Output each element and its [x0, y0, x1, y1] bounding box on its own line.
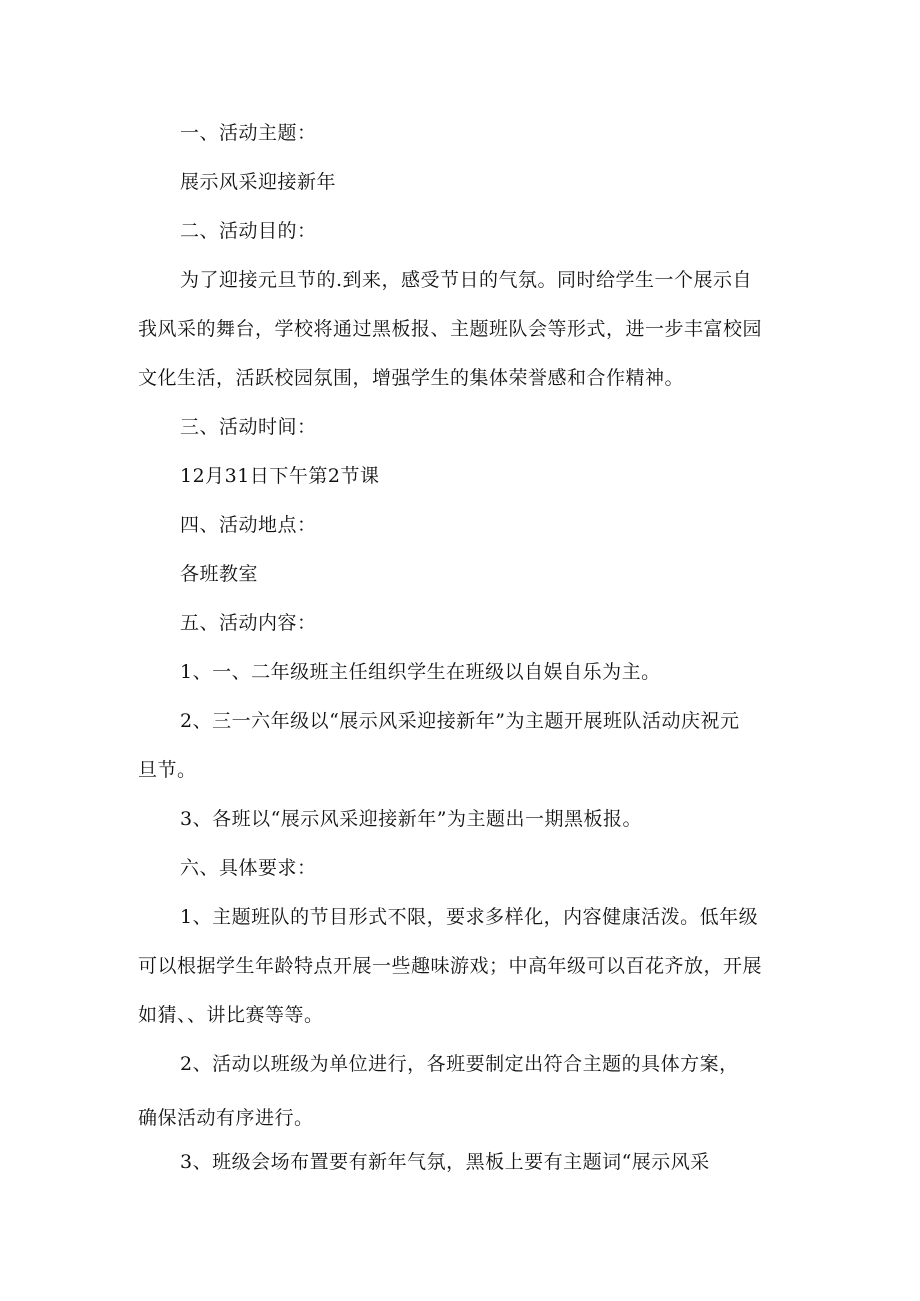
section-heading-location: 四、活动地点： [180, 514, 317, 536]
requirement-1-line-2: 可以根据学生年龄特点开展一些趣味游戏；中高年级可以百花齐放，开展 [138, 955, 763, 977]
requirement-2-line-2: 确保活动有序进行。 [138, 1107, 314, 1129]
time-text: 12月31日下午第2节课 [180, 465, 380, 487]
requirement-3-line-1: 3、班级会场布置要有新年气氛，黑板上要有主题词“展示风采 [180, 1151, 710, 1173]
section-heading-time: 三、活动时间： [180, 416, 317, 438]
requirement-1-line-3: 如猜、、讲比赛等等。 [138, 1004, 324, 1026]
theme-text: 展示风采迎接新年 [180, 171, 337, 193]
section-heading-content: 五、活动内容： [180, 612, 317, 634]
requirement-1-line-1: 1、主题班队的节目形式不限，要求多样化，内容健康活泼。低年级 [180, 906, 759, 928]
purpose-line-3: 文化生活，活跃校园氛围，增强学生的集体荣誉感和合作精神。 [138, 367, 685, 389]
section-heading-theme: 一、活动主题： [180, 122, 317, 144]
content-item-3: 3、各班以“展示风采迎接新年”为主题出一期黑板报。 [180, 808, 643, 830]
content-item-2-line-1: 2、三一六年级以“展示风采迎接新年”为主题开展班队活动庆祝元 [180, 710, 740, 732]
section-heading-requirements: 六、具体要求： [180, 857, 317, 879]
location-text: 各班教室 [180, 563, 259, 585]
section-heading-purpose: 二、活动目的： [180, 220, 317, 242]
purpose-line-1: 为了迎接元旦节的.到来，感受节日的气氛。同时给学生一个展示自 [180, 269, 753, 291]
purpose-line-2: 我风采的舞台，学校将通过黑板报、主题班队会等形式，进一步丰富校园 [138, 318, 763, 340]
content-item-1: 1、一、二年级班主任组织学生在班级以自娱自乐为主。 [180, 661, 661, 683]
content-item-2-line-2: 旦节。 [138, 759, 197, 781]
requirement-2-line-1: 2、活动以班级为单位进行，各班要制定出符合主题的具体方案， [180, 1053, 739, 1075]
